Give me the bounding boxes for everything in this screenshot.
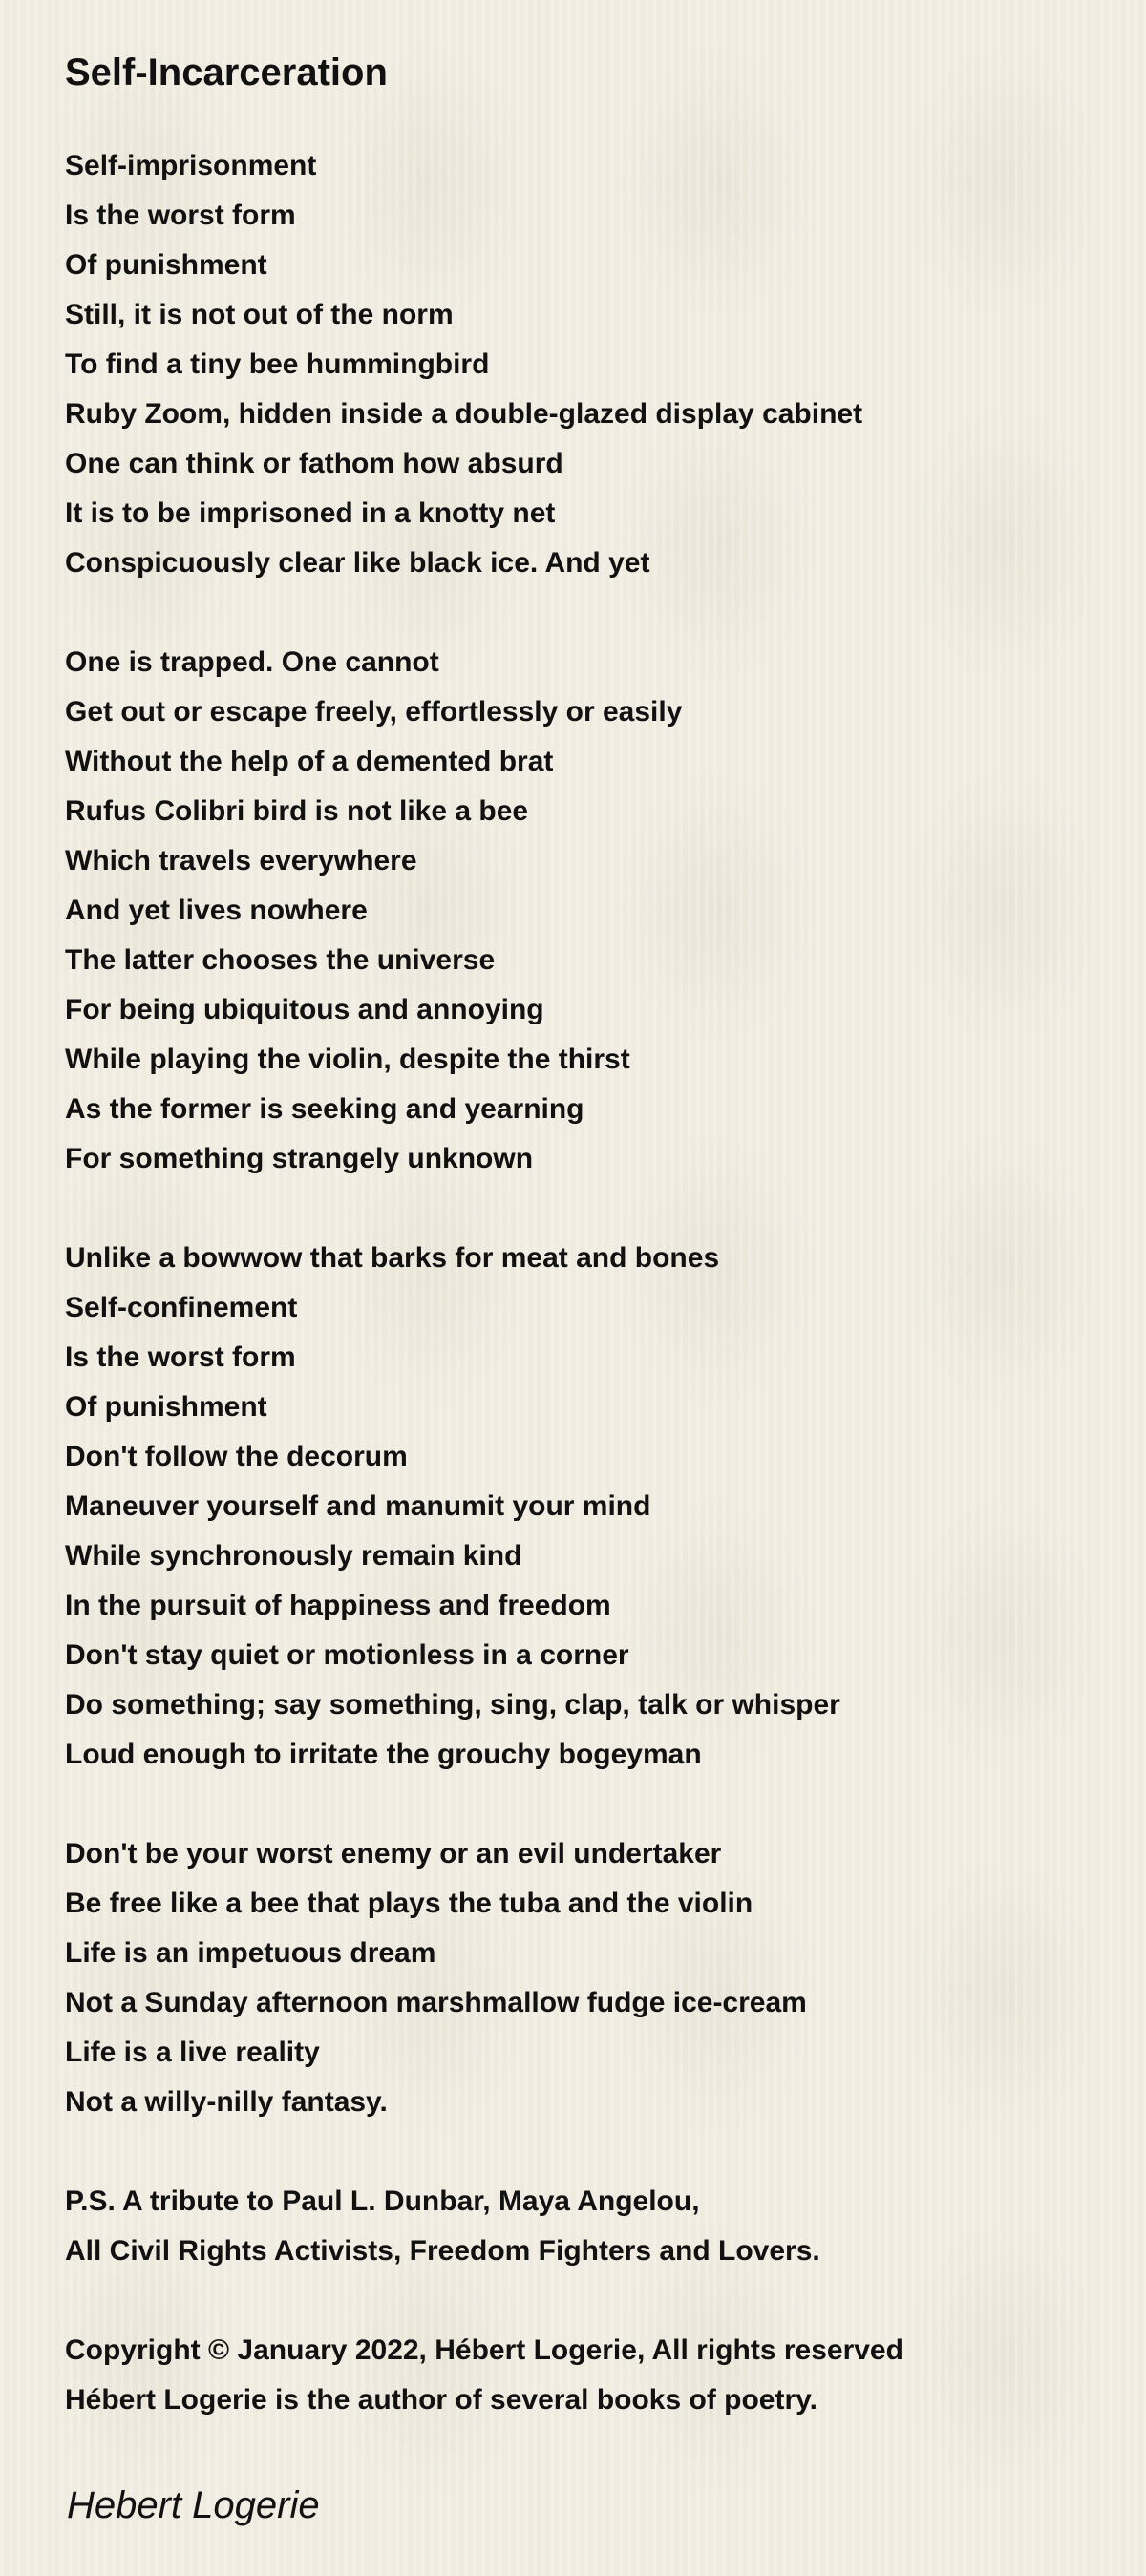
author-signature: Hebert Logerie xyxy=(67,2484,320,2526)
poem-line: P.S. A tribute to Paul L. Dunbar, Maya Angelou, xyxy=(65,2185,700,2217)
poem-line: For being ubiquitous and annoying xyxy=(65,994,544,1025)
poem-line: And yet lives nowhere xyxy=(65,895,368,926)
poem-line: Still, it is not out of the norm xyxy=(65,299,454,330)
poem-line: Life is an impetuous dream xyxy=(65,1937,436,1969)
poem-line: It is to be imprisoned in a knotty net xyxy=(65,497,556,529)
poem-title: Self-Incarceration xyxy=(65,52,388,94)
poem-line: Not a willy-nilly fantasy. xyxy=(65,2086,388,2118)
poem-line: Life is a live reality xyxy=(65,2037,320,2068)
poem-line: Do something; say something, sing, clap, talk or whisper xyxy=(65,1689,840,1721)
poem-line: Not a Sunday afternoon marshmallow fudge ice-cream xyxy=(65,1987,807,2018)
poem-line: To find a tiny bee hummingbird xyxy=(65,348,490,380)
poem-line: The latter chooses the universe xyxy=(65,944,496,976)
poem-line: For something strangely unknown xyxy=(65,1143,534,1174)
poem-line: Self-confinement xyxy=(65,1292,298,1323)
poem-line: Which travels everywhere xyxy=(65,845,417,876)
poem-line: While synchronously remain kind xyxy=(65,1540,522,1572)
poem-line: Of punishment xyxy=(65,1391,267,1423)
poem-line: Maneuver yourself and manumit your mind xyxy=(65,1490,651,1522)
stanza-break xyxy=(65,588,1096,638)
poem-line: Loud enough to irritate the grouchy bogeyman xyxy=(65,1739,702,1770)
stanza-break xyxy=(65,2276,1096,2326)
poem-line: While playing the violin, despite the thirst xyxy=(65,1044,630,1075)
poem-line: Is the worst form xyxy=(65,1341,296,1373)
poem-line: Ruby Zoom, hidden inside a double-glazed display cabinet xyxy=(65,398,863,430)
poem-line: One is trapped. One cannot xyxy=(65,646,439,678)
poem-body xyxy=(65,141,1096,2425)
poem-line: Get out or escape freely, effortlessly or easily xyxy=(65,696,683,728)
poem-line: All Civil Rights Activists, Freedom Fighters and Lovers. xyxy=(65,2235,820,2267)
stanza-break xyxy=(65,1780,1096,1829)
poem-line: Is the worst form xyxy=(65,200,296,231)
poem-line: Of punishment xyxy=(65,249,267,281)
stanza-break xyxy=(65,1184,1096,1234)
poem-line: Rufus Colibri bird is not like a bee xyxy=(65,795,529,827)
poem-line: Copyright © January 2022, Hébert Logerie, All rights reserved xyxy=(65,2334,903,2366)
poem-line: In the pursuit of happiness and freedom xyxy=(65,1590,611,1621)
poem-line: Be free like a bee that plays the tuba and the violin xyxy=(65,1888,753,1919)
poem-line: Unlike a bowwow that barks for meat and bones xyxy=(65,1242,720,1274)
poem-line: One can think or fathom how absurd xyxy=(65,448,563,479)
poem-line: Don't be your worst enemy or an evil undertaker xyxy=(65,1838,722,1869)
stanza-break xyxy=(65,2127,1096,2177)
poem-line: Self-imprisonment xyxy=(65,150,317,181)
poem-line: Don't follow the decorum xyxy=(65,1441,408,1472)
poem-line: Conspicuously clear like black ice. And yet xyxy=(65,547,650,579)
poem-line: Don't stay quiet or motionless in a corner xyxy=(65,1639,629,1671)
poem-line: Without the help of a demented brat xyxy=(65,746,554,777)
poem-line: Hébert Logerie is the author of several books of poetry. xyxy=(65,2384,817,2416)
poem-line: As the former is seeking and yearning xyxy=(65,1093,584,1125)
